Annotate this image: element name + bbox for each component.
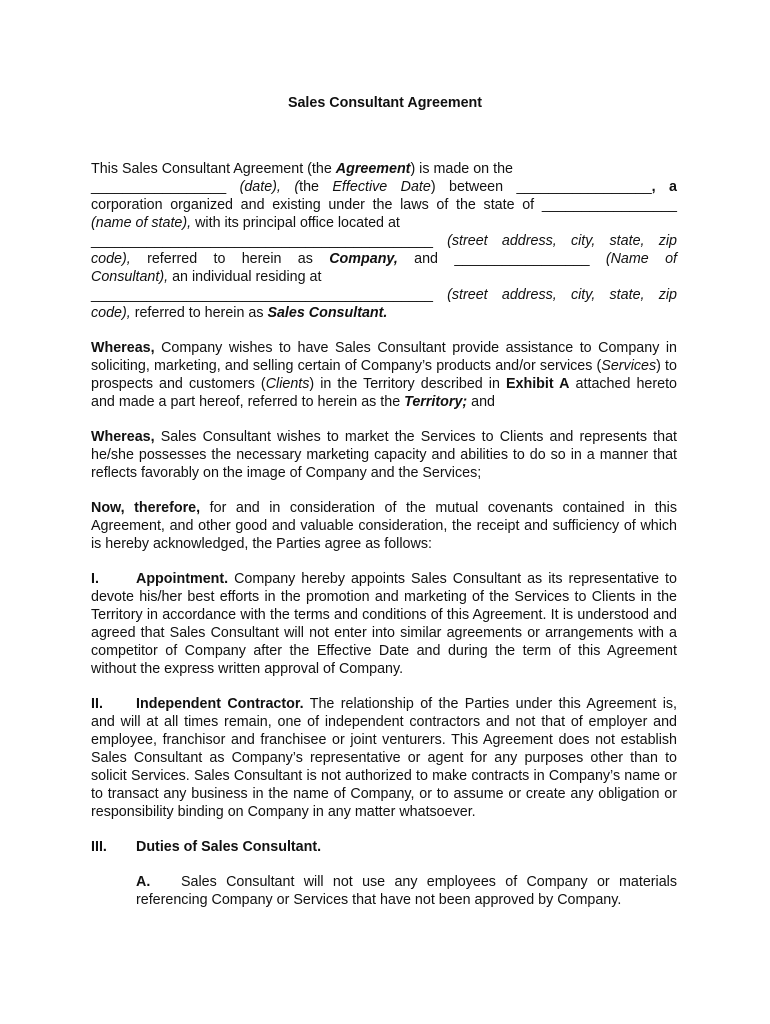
intro-line-2: _________________ (date), (the Effective Date) between _________________, a (91, 179, 678, 195)
defined-term-effective-date: Effective Date (332, 179, 431, 195)
exhibit-reference: Exhibit A (505, 376, 570, 392)
document-title: Sales Consultant Agreement (287, 95, 483, 111)
section-heading: Duties of Sales Consultant. (136, 839, 322, 855)
intro-line-1: This Sales Consultant Agreement (the Agreement) is made on the (91, 161, 513, 177)
defined-term-services: Services (601, 358, 657, 374)
section-heading: Appointment. (136, 571, 229, 587)
intro-line-3: corporation organized and existing under the laws of the state of _________________ (91, 197, 677, 213)
section-appointment: I. Appointment. Company hereby appoints Sales Consultant as its representative to devote his/her best efforts in the promotion and marketing of the Services to Clients in the Territory in accordance with the terms and conditions of this Agreement. It is understood and agreed that Sales Consultant will not enter into similar agreements or arrangements with a competitor of Company after the Effective Date and during the term of this Agreement without the express written approval of Company. (91, 571, 677, 677)
whereas-paragraph-1: Whereas, Company wishes to have Sales Consultant provide assistance to Company in soliciting, marketing, and selling certain of Company’s products and/or services (Services) to prospects and customers (Clients) in the Territory described in Exhibit A attached hereto and made a part hereof, referred to herein as the Territory; and (91, 340, 677, 410)
defined-term-territory: Territory; (404, 394, 468, 410)
document-body (91, 160, 677, 926)
defined-term-company: Company, (329, 251, 398, 267)
intro-line-5: ___________________________________________ (street address, city, state, zip (91, 233, 677, 249)
subsection-number: A. (136, 874, 151, 890)
section-number: I. (91, 571, 99, 587)
section-duties (91, 838, 677, 856)
defined-term-clients: Clients (265, 376, 310, 392)
section-number: II. (91, 696, 103, 712)
section-independent-contractor: II. Independent Contractor. The relationship of the Parties under this Agreement is, and will at all times remain, one of independent contractors and not that of employer and employee, franchisor and franchisee or joint venturers. This Agreement does not establish Sales Consultant as Company’s representative or agent for any purposes other than to solicit Services. Sales Consultant is not authorized to make contracts in Company’s name or to transact any business in the name of Company, or to assume or create any obligation or responsibility binding on Company in any matter whatsoever. (91, 696, 678, 820)
company-address-blank: ___________________________________________ (91, 233, 433, 249)
intro-line-9: code), referred to herein as Sales Consultant. (91, 305, 388, 321)
whereas-paragraph-2: Whereas, Sales Consultant wishes to market the Services to Clients and represents that he/she possesses the necessary marketing capacity and abilities to do so in a manner that reflects favorably on the image of Company and the Services; (91, 429, 677, 481)
consultant-name-blank: _________________ (454, 251, 590, 267)
date-blank: _________________ (91, 179, 227, 195)
now-therefore-paragraph: Now, therefore, for and in consideration of the mutual covenants contained in this Agreement, and other good and valuable consideration, the receipt and sufficiency of which is hereby acknowledged, the Parties agree as follows: (91, 500, 677, 552)
intro-line-6: code), referred to herein as Company, and _________________ (Name of (91, 251, 677, 267)
state-blank: _________________ (541, 197, 677, 213)
intro-line-7: Consultant), an individual residing at (91, 269, 322, 285)
intro-line-4: (name of state), with its principal office located at (91, 215, 400, 231)
subsection-a: A. Sales Consultant will not use any employees of Company or materials referencing Company or Services that have not been approved by Company. (136, 874, 677, 908)
section-heading: Independent Contractor. (136, 696, 304, 712)
intro-line-8: ___________________________________________ (street address, city, state, zip (91, 287, 677, 303)
defined-term-agreement: Agreement (335, 161, 411, 177)
intro-paragraph (91, 160, 677, 322)
consultant-address-blank: ___________________________________________ (91, 287, 433, 303)
defined-term-sales-consultant: Sales Consultant. (267, 305, 388, 321)
company-blank: _________________ (516, 179, 652, 195)
section-number: III. (91, 839, 107, 855)
